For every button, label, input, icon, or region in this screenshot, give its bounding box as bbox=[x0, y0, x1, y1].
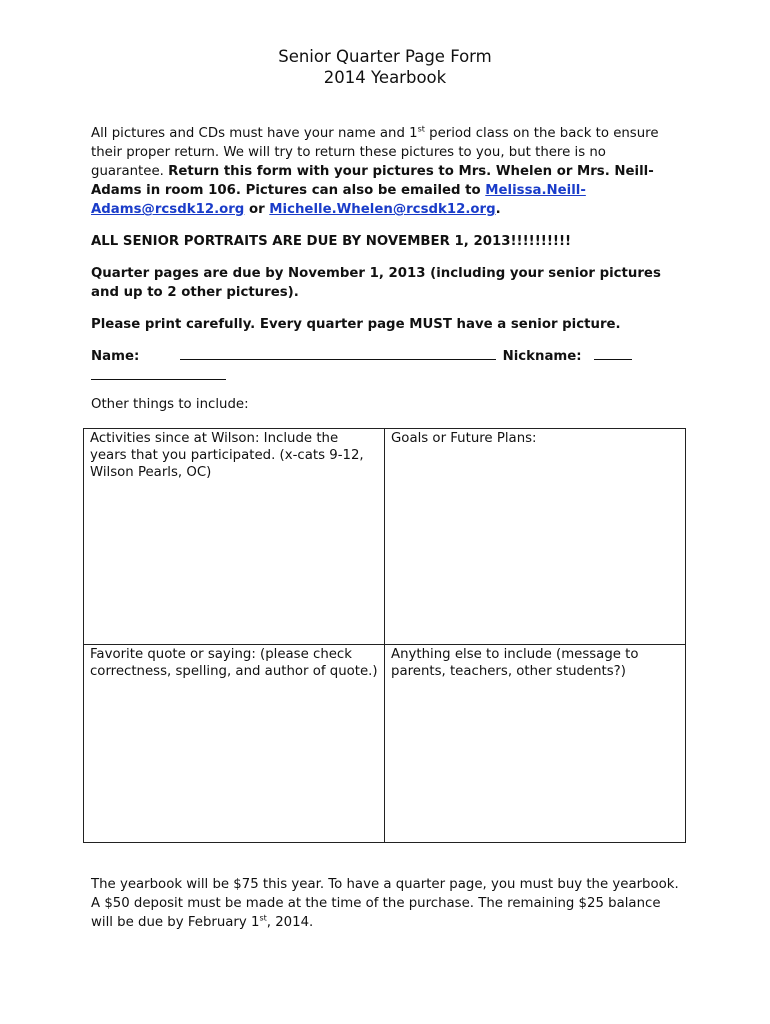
portraits-due-notice: ALL SENIOR PORTRAITS ARE DUE BY NOVEMBER 1, 2013!!!!!!!!!! bbox=[91, 234, 572, 249]
name-field[interactable] bbox=[180, 346, 496, 360]
quarter-due-notice: Quarter pages are due by November 1, 2013 (including your senior pictures and up to 2 other pictures). bbox=[91, 266, 661, 300]
intro-paragraph bbox=[91, 124, 681, 219]
include-heading: Other things to include: bbox=[91, 397, 249, 412]
footer-text: The yearbook will be $75 this year. To have a quarter page, you must buy the yearbook. A $50 deposit must be made at the time of the purchase. The remaining $25 balance will be due by February 1 bbox=[91, 877, 679, 930]
quote-label: Favorite quote or saying: (please check correctness, spelling, and author of quote.) bbox=[90, 647, 378, 679]
nickname-field-continued[interactable] bbox=[91, 366, 226, 380]
email-link-neill-adams[interactable]: Melissa.Neill-Adams@rcsdk12.org bbox=[91, 183, 586, 217]
nickname-label: Nickname: bbox=[502, 349, 582, 364]
email-link-whelen[interactable]: Michelle.Whelen@rcsdk12.org bbox=[269, 202, 496, 217]
page-title: Senior Quarter Page Form bbox=[278, 47, 492, 66]
footer-text-end: , 2014. bbox=[266, 915, 314, 930]
footer-superscript: st bbox=[259, 913, 267, 923]
intro-bold-instructions: Return this form with your pictures to Mrs. Whelen or Mrs. Neill-Adams in room 106. Pictures can also be emailed to bbox=[91, 164, 654, 198]
nickname-field[interactable] bbox=[594, 346, 632, 360]
activities-cell[interactable] bbox=[84, 429, 385, 645]
intro-or: or bbox=[244, 202, 270, 217]
quote-cell[interactable] bbox=[84, 645, 385, 843]
intro-text-cont: period class on the back to ensure their proper return. We will try to return these pictures to you, but there is no guarantee. bbox=[91, 126, 659, 179]
intro-superscript: st bbox=[417, 124, 425, 134]
activities-label: Activities since at Wilson: Include the years that you participated. (x-cats 9-12, Wilson Pearls, OC) bbox=[90, 431, 364, 480]
anything-else-cell[interactable] bbox=[385, 645, 686, 843]
goals-cell[interactable] bbox=[385, 429, 686, 645]
name-label: Name: bbox=[91, 349, 140, 364]
print-carefully-notice: Please print carefully. Every quarter page MUST have a senior picture. bbox=[91, 317, 621, 332]
footer-paragraph bbox=[91, 875, 681, 932]
name-line bbox=[91, 346, 681, 386]
anything-else-label: Anything else to include (message to parents, teachers, other students?) bbox=[391, 647, 639, 679]
goals-label: Goals or Future Plans: bbox=[391, 431, 537, 446]
intro-text: All pictures and CDs must have your name and 1 bbox=[91, 126, 418, 141]
intro-end: . bbox=[495, 202, 501, 217]
include-table bbox=[83, 428, 686, 843]
page-subtitle: 2014 Yearbook bbox=[323, 68, 447, 87]
